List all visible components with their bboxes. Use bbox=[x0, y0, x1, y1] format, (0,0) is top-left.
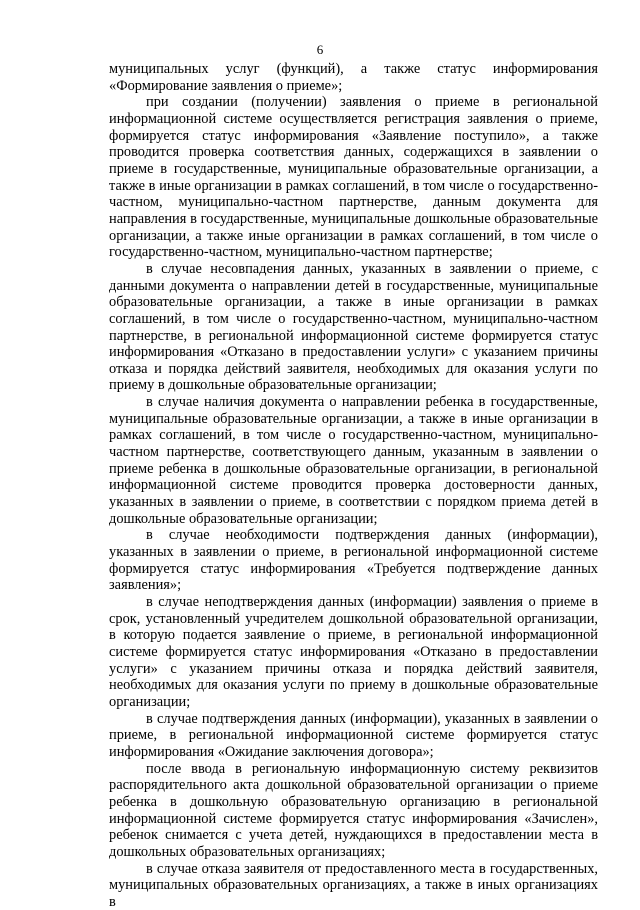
document-body bbox=[109, 61, 598, 910]
paragraph: в случае неподтверждения данных (информации) заявления о приеме в срок, установленный учредителем дошкольной образовательной организации, в которую подается заявление о приеме, в региональной информационной системе формируется статус информирования «Отказано в предоставлении услуги» с указанием причины отказа и порядка действий заявителя, необходимых для оказания услуги по приему в дошкольные образовательные организации; bbox=[109, 594, 598, 711]
paragraph-continuation: муниципальных услуг (функций), а также статус информирования «Формирование заявления о приеме»; bbox=[109, 61, 598, 94]
paragraph: в случае наличия документа о направлении ребенка в государственные, муниципальные образовательные организации, а также в иные организации в рамках соглашений, в том числе о государственно-частном, муниципально-частном партнерстве, соответствующего данным, указанным в заявлении о приеме ребенка в дошкольные образовательные организации, в региональной информационной системе проводится проверка достоверности данных, указанных в заявлении о приеме, в соответствии с порядком приема детей в дошкольные образовательные организации; bbox=[109, 394, 598, 527]
paragraph: при создании (получении) заявления о приеме в региональной информационной системе осуществляется регистрация заявления о приеме, формируется статус информирования «Заявление поступило», а также проводится проверка соответствия данных, содержащихся в заявлении о приеме в государственные, муниципальные образовательные организации, а также в иные организации в рамках соглашений, в том числе о государственно-частном, муниципально-частном партнерстве, данным документа для направления в государственные, муниципальные дошкольные образовательные организации, а также иные организации в рамках соглашений, в том числе о государственно-частном, муниципально-частном партнерстве; bbox=[109, 94, 598, 261]
paragraph: в случае необходимости подтверждения данных (информации), указанных в заявлении о приеме, в региональной информационной системе формируется статус информирования «Требуется подтверждение данных заявления»; bbox=[109, 527, 598, 594]
page-number: 6 bbox=[0, 42, 640, 57]
paragraph: в случае подтверждения данных (информации), указанных в заявлении о приеме, в региональной информационной системе формируется статус информирования «Ожидание заключения договора»; bbox=[109, 711, 598, 761]
paragraph: после ввода в региональную информационную систему реквизитов распорядительного акта дошкольной образовательной организации о приеме ребенка в дошкольную образовательную организацию в региональной информационной системе формируется статус информирования «Зачислен», ребенок снимается с учета детей, нуждающихся в предоставлении места в дошкольных образовательных организациях; bbox=[109, 761, 598, 861]
paragraph: в случае несовпадения данных, указанных в заявлении о приеме, с данными документа о направлении детей в государственные, муниципальные образовательные организации, а также в иные организации в рамках соглашений, в том числе о государственно-частном, муниципально-частном партнерстве, в региональной информационной системе формируется статус информирования «Отказано в предоставлении услуги» с указанием причины отказа и порядка действий заявителя, необходимых для оказания услуги по приему в дошкольные образовательные организации; bbox=[109, 261, 598, 394]
paragraph: в случае отказа заявителя от предоставленного места в государственных, муниципальных образовательных организациях, а также в иных организациях в bbox=[109, 861, 598, 910]
